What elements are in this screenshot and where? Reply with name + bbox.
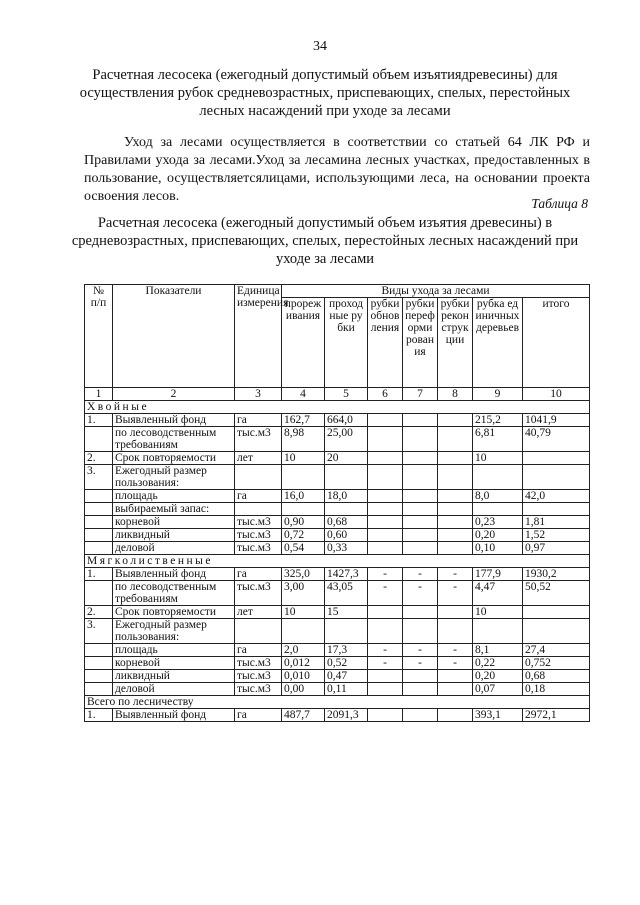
- table-cell: 0,012: [282, 657, 325, 670]
- table-cell: 0,33: [325, 542, 368, 555]
- table-cell: 0,97: [523, 542, 590, 555]
- table-cell: [403, 414, 438, 427]
- table-cell: -: [403, 644, 438, 657]
- table-cell: [523, 465, 590, 490]
- column-number: 10: [523, 388, 590, 401]
- table-row: [85, 529, 590, 542]
- table-cell: 8,1: [473, 644, 523, 657]
- table-cell: [85, 427, 113, 452]
- table-cell: 3.: [85, 465, 113, 490]
- table-cell: Выявленный фонд: [113, 709, 235, 722]
- table-cell: лет: [235, 606, 282, 619]
- table-cell: 6,81: [473, 427, 523, 452]
- table-cell: [473, 465, 523, 490]
- table-cell: тыс.м3: [235, 581, 282, 606]
- table-cell: 40,79: [523, 427, 590, 452]
- table-cell: 1930,2: [523, 568, 590, 581]
- table-cell: га: [235, 644, 282, 657]
- section-row: [85, 555, 590, 568]
- table-cell: 0,11: [325, 683, 368, 696]
- table-cell: 2972,1: [523, 709, 590, 722]
- table-cell: Срок повторяемости: [113, 452, 235, 465]
- table-cell: [235, 465, 282, 490]
- table-cell: [368, 709, 403, 722]
- table-row: [85, 683, 590, 696]
- table-cell: [85, 670, 113, 683]
- table-cell: [403, 606, 438, 619]
- table-cell: [523, 619, 590, 644]
- table-cell: [325, 619, 368, 644]
- table-cell: [438, 709, 473, 722]
- table-row: [85, 709, 590, 722]
- table-cell: [403, 516, 438, 529]
- table-cell: 25,00: [325, 427, 368, 452]
- table-cell: [85, 529, 113, 542]
- table-row: [85, 490, 590, 503]
- table-cell: [403, 427, 438, 452]
- table-cell: 0,23: [473, 516, 523, 529]
- table-cell: 0,20: [473, 529, 523, 542]
- table-cell: Ежегодный размер пользования:: [113, 465, 235, 490]
- section-title: Всего по лесничеству: [85, 696, 590, 709]
- column-number-row: [85, 388, 590, 401]
- table-cell: 15: [325, 606, 368, 619]
- table-cell: [282, 503, 325, 516]
- table-cell: [85, 516, 113, 529]
- column-number: 6: [368, 388, 403, 401]
- table-cell: 43,05: [325, 581, 368, 606]
- table-cell: [438, 670, 473, 683]
- table-row: [85, 644, 590, 657]
- header-c10: итого: [523, 298, 590, 388]
- table-cell: 2.: [85, 606, 113, 619]
- table-cell: 1.: [85, 709, 113, 722]
- table-cell: -: [368, 644, 403, 657]
- table-cell: [438, 516, 473, 529]
- document-heading: Расчетная лесосека (ежегодный допустимый объем изъятиядревесины) для осуществления рубок средневозрастных, приспевающих, спелых, перестойных лесных насаждений при уходе за лесами: [79, 67, 571, 119]
- table-cell: [368, 427, 403, 452]
- header-indicator: Показатели: [113, 285, 235, 388]
- table-cell: [85, 644, 113, 657]
- table-cell: тыс.м3: [235, 542, 282, 555]
- table-cell: 27,4: [523, 644, 590, 657]
- table-cell: [523, 503, 590, 516]
- table-cell: 0,60: [325, 529, 368, 542]
- table-row: [85, 503, 590, 516]
- table-cell: тыс.м3: [235, 427, 282, 452]
- table-cell: 17,3: [325, 644, 368, 657]
- table-cell: [403, 683, 438, 696]
- table-cell: 3,00: [282, 581, 325, 606]
- table-cell: [403, 529, 438, 542]
- table-cell: 16,0: [282, 490, 325, 503]
- table-cell: тыс.м3: [235, 516, 282, 529]
- table-cell: [235, 619, 282, 644]
- table-cell: [85, 657, 113, 670]
- table-cell: [282, 619, 325, 644]
- table-cell: 1.: [85, 414, 113, 427]
- header-num: № п/п: [85, 285, 113, 388]
- table-cell: [368, 670, 403, 683]
- table-cell: -: [438, 644, 473, 657]
- table-row: [85, 452, 590, 465]
- header-row-1: [85, 285, 590, 298]
- table-cell: [523, 452, 590, 465]
- table-cell: -: [368, 657, 403, 670]
- table-cell: [85, 503, 113, 516]
- table-cell: 20: [325, 452, 368, 465]
- section-row: [85, 401, 590, 414]
- column-number: 9: [473, 388, 523, 401]
- table-cell: 325,0: [282, 568, 325, 581]
- table-cell: [438, 452, 473, 465]
- table-cell: 3.: [85, 619, 113, 644]
- table-cell: 0,68: [523, 670, 590, 683]
- table-cell: га: [235, 414, 282, 427]
- column-number: 1: [85, 388, 113, 401]
- table-cell: -: [368, 568, 403, 581]
- table-cell: [438, 465, 473, 490]
- table-row: [85, 542, 590, 555]
- table-cell: [403, 670, 438, 683]
- table-cell: [85, 490, 113, 503]
- table-cell: [403, 542, 438, 555]
- table-cell: 393,1: [473, 709, 523, 722]
- table-cell: га: [235, 709, 282, 722]
- table-cell: 42,0: [523, 490, 590, 503]
- table-cell: 0,752: [523, 657, 590, 670]
- header-c8: рубки реконструкции: [438, 298, 473, 388]
- table-cell: по лесоводственным требованиям: [113, 427, 235, 452]
- table-cell: 0,72: [282, 529, 325, 542]
- table-cell: [368, 452, 403, 465]
- table-cell: [325, 503, 368, 516]
- page-number: 34: [313, 39, 327, 54]
- table-cell: 1,81: [523, 516, 590, 529]
- table-cell: [368, 529, 403, 542]
- table-cell: площадь: [113, 644, 235, 657]
- table-cell: Выявленный фонд: [113, 568, 235, 581]
- table-cell: 162,7: [282, 414, 325, 427]
- table-cell: га: [235, 490, 282, 503]
- table-cell: [523, 606, 590, 619]
- table-cell: 215,2: [473, 414, 523, 427]
- table-cell: 0,20: [473, 670, 523, 683]
- table-cell: 8,98: [282, 427, 325, 452]
- table-cell: ликвидный: [113, 670, 235, 683]
- table-cell: по лесоводственным требованиям: [113, 581, 235, 606]
- table-cell: корневой: [113, 516, 235, 529]
- table-cell: 0,90: [282, 516, 325, 529]
- table-cell: 1,52: [523, 529, 590, 542]
- table-cell: 10: [282, 606, 325, 619]
- table-cell: [368, 683, 403, 696]
- table-cell: [368, 542, 403, 555]
- table-cell: 1041,9: [523, 414, 590, 427]
- table-cell: [438, 414, 473, 427]
- column-number: 8: [438, 388, 473, 401]
- table-cell: 8,0: [473, 490, 523, 503]
- table-cell: 1.: [85, 568, 113, 581]
- table-cell: 0,010: [282, 670, 325, 683]
- table-cell: 0,10: [473, 542, 523, 555]
- table-cell: тыс.м3: [235, 683, 282, 696]
- table-cell: [438, 542, 473, 555]
- column-number: 5: [325, 388, 368, 401]
- section-row: [85, 696, 590, 709]
- table-cell: -: [438, 657, 473, 670]
- table-cell: 0,22: [473, 657, 523, 670]
- table-row: [85, 516, 590, 529]
- table-cell: 10: [473, 606, 523, 619]
- table-cell: Срок повторяемости: [113, 606, 235, 619]
- table-cell: [473, 619, 523, 644]
- table-cell: [403, 452, 438, 465]
- table-cell: 0,47: [325, 670, 368, 683]
- table-cell: [403, 619, 438, 644]
- table-cell: деловой: [113, 683, 235, 696]
- header-care-types: Виды ухода за лесами: [282, 285, 590, 298]
- table-cell: [368, 490, 403, 503]
- table-cell: [368, 503, 403, 516]
- table-cell: [85, 542, 113, 555]
- table-cell: [473, 503, 523, 516]
- table-cell: 0,18: [523, 683, 590, 696]
- table-cell: Выявленный фонд: [113, 414, 235, 427]
- table-cell: [368, 414, 403, 427]
- table-row: [85, 619, 590, 644]
- table-row: [85, 670, 590, 683]
- table-cell: [368, 516, 403, 529]
- column-number: 4: [282, 388, 325, 401]
- table-cell: -: [403, 657, 438, 670]
- table-row: [85, 465, 590, 490]
- table-cell: 50,52: [523, 581, 590, 606]
- column-number: 2: [113, 388, 235, 401]
- table-cell: [235, 503, 282, 516]
- table-cell: [368, 606, 403, 619]
- table-cell: [438, 529, 473, 542]
- table-cell: корневой: [113, 657, 235, 670]
- table-row: [85, 657, 590, 670]
- table-cell: 10: [473, 452, 523, 465]
- table-cell: [403, 709, 438, 722]
- table-cell: [438, 606, 473, 619]
- table-cell: 2091,3: [325, 709, 368, 722]
- table-cell: 1427,3: [325, 568, 368, 581]
- table-cell: деловой: [113, 542, 235, 555]
- table-cell: 0,07: [473, 683, 523, 696]
- table-row: [85, 414, 590, 427]
- table-cell: -: [438, 581, 473, 606]
- table-cell: 0,54: [282, 542, 325, 555]
- table-cell: тыс.м3: [235, 529, 282, 542]
- section-title: Мягколиственные: [85, 555, 590, 568]
- table-cell: 0,68: [325, 516, 368, 529]
- body-paragraph: Уход за лесами осуществляется в соответствии со статьей 64 ЛК РФ и Правилами ухода за лесами.Уход за лесамина лесных участках, предоставленных в пользование, осуществляетсялицами, использующими леса, на основании проекта освоения лесов.: [84, 135, 590, 204]
- table-cell: 4,47: [473, 581, 523, 606]
- table-cell: Ежегодный размер пользования:: [113, 619, 235, 644]
- table-row: [85, 568, 590, 581]
- table-cell: тыс.м3: [235, 670, 282, 683]
- forest-cut-table: [84, 284, 590, 722]
- table-cell: 487,7: [282, 709, 325, 722]
- table-cell: 0,52: [325, 657, 368, 670]
- header-c6: рубки обновления: [368, 298, 403, 388]
- table-cell: [403, 490, 438, 503]
- table-cell: -: [403, 581, 438, 606]
- table-cell: [403, 503, 438, 516]
- table-cell: [438, 619, 473, 644]
- table-cell: 10: [282, 452, 325, 465]
- table-cell: 2.: [85, 452, 113, 465]
- table-cell: 2,0: [282, 644, 325, 657]
- header-c5: проходные рубки: [325, 298, 368, 388]
- table-cell: 0,00: [282, 683, 325, 696]
- table-cell: [403, 465, 438, 490]
- header-unit: Единица измерения: [235, 285, 282, 388]
- table-cell: [325, 465, 368, 490]
- table-cell: тыс.м3: [235, 657, 282, 670]
- table-cell: 18,0: [325, 490, 368, 503]
- table-heading: Расчетная лесосека (ежегодный допустимый объем изъятия древесины) в средневозрастных, приспевающих, спелых, перестойных лесных насаждений при уходе за лесами: [71, 215, 579, 267]
- header-c7: рубки переформирования: [403, 298, 438, 388]
- table-cell: ликвидный: [113, 529, 235, 542]
- table-cell: [438, 503, 473, 516]
- table-cell: [282, 465, 325, 490]
- table-cell: [438, 427, 473, 452]
- table-cell: [85, 581, 113, 606]
- section-title: Хвойные: [85, 401, 590, 414]
- table-cell: выбираемый запас:: [113, 503, 235, 516]
- table-row: [85, 606, 590, 619]
- table-cell: [438, 683, 473, 696]
- table-cell: [368, 619, 403, 644]
- table-cell: 664,0: [325, 414, 368, 427]
- table-row: [85, 581, 590, 606]
- header-c9: рубка единичных деревьев: [473, 298, 523, 388]
- table-row: [85, 427, 590, 452]
- table-cell: -: [438, 568, 473, 581]
- table-cell: 177,9: [473, 568, 523, 581]
- header-c4: прореживания: [282, 298, 325, 388]
- table-cell: -: [403, 568, 438, 581]
- table-cell: -: [368, 581, 403, 606]
- column-number: 7: [403, 388, 438, 401]
- column-number: 3: [235, 388, 282, 401]
- table-cell: площадь: [113, 490, 235, 503]
- table-label: Таблица 8: [531, 196, 588, 211]
- table-cell: [368, 465, 403, 490]
- table-cell: [438, 490, 473, 503]
- table-cell: лет: [235, 452, 282, 465]
- table-cell: [85, 683, 113, 696]
- table-cell: га: [235, 568, 282, 581]
